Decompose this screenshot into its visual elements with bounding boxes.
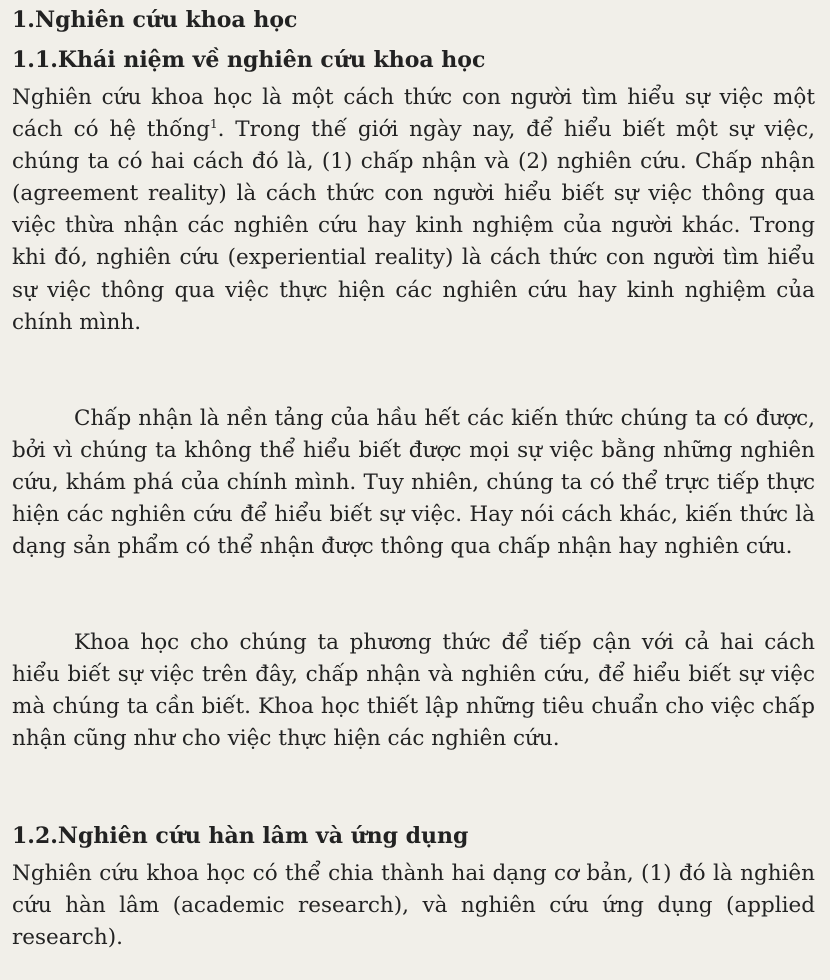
paragraph-3: Khoa học cho chúng ta phương thức để tiếp cận với cả hai cách hiểu biết sự việc trên đây, chấp nhận và nghiên cứu, để hiểu biết sự việc mà chúng ta cần biết. Khoa học thiết lập những tiêu chuẩn cho việc chấp nhận cũng như cho việc thực hiện các nghiên cứu. [12, 630, 815, 752]
footnote-marker: 1 [210, 116, 218, 131]
main-heading: 1.Nghiên cứu khoa học [12, 7, 298, 33]
paragraph-1 [12, 82, 815, 339]
section-1-1-heading: 1.1.Khái niệm về nghiên cứu khoa học [12, 47, 486, 73]
paragraph-4: Nghiên cứu khoa học có thể chia thành hai dạng cơ bản, (1) đó là nghiên cứu hàn lâm (academic research), và nghiên cứu ứng dụng (applied research). [12, 861, 815, 951]
paragraph-1-text-a: Nghiên cứu khoa học là một cách thức con người tìm hiểu sự việc một cách có hệ thống [12, 85, 815, 143]
paragraph-1-text-b: . Trong thế giới ngày nay, để hiểu biết một sự việc, chúng ta có hai cách đó là, (1) chấp nhận và (2) nghiên cứu. Chấp nhận (agreement reality) là cách thức con người hiểu biết sự việc thông qua việc thừa nhận các nghiên cứu hay kinh nghiệm của người khác. Trong khi đó, nghiên cứu (experiential reality) là cách thức con người tìm hiểu sự việc thông qua việc thực hiện các nghiên cứu hay kinh nghiệm của chính mình. [12, 117, 815, 335]
paragraph-2: Chấp nhận là nền tảng của hầu hết các kiến thức chúng ta có được, bởi vì chúng ta không thể hiểu biết được mọi sự việc bằng những nghiên cứu, khám phá của chính mình. Tuy nhiên, chúng ta có thể trực tiếp thực hiện các nghiên cứu để hiểu biết sự việc. Hay nói cách khác, kiến thức là dạng sản phẩm có thể nhận được thông qua chấp nhận hay nghiên cứu. [12, 406, 815, 560]
section-1-2-heading: 1.2.Nghiên cứu hàn lâm và ứng dụng [12, 823, 469, 849]
